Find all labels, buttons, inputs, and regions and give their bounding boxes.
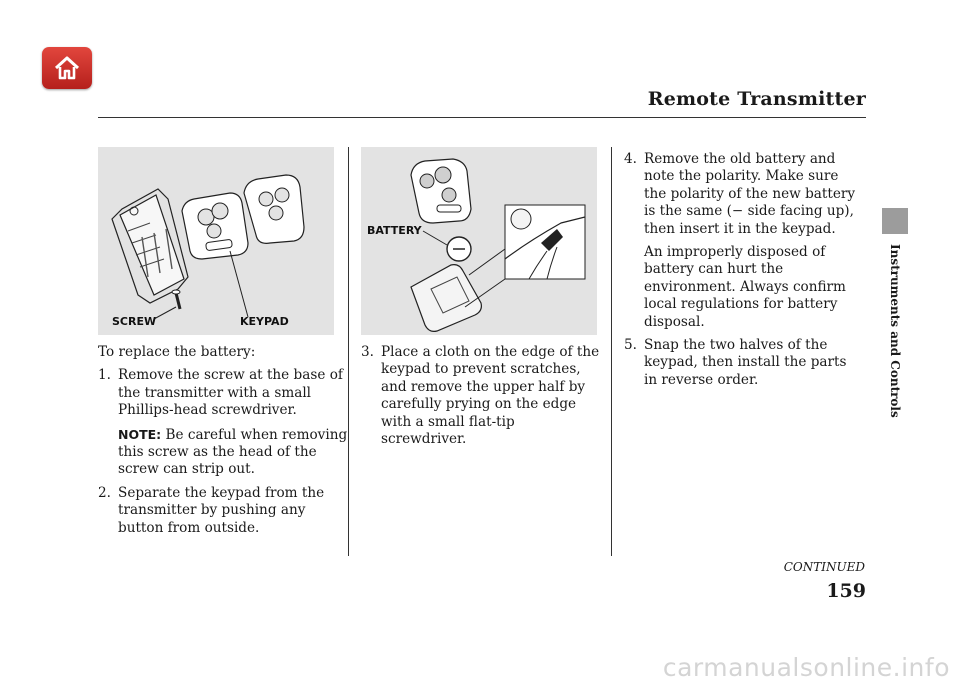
step-3	[361, 344, 601, 448]
disposal-warning: An improperly disposed of battery can hurt the environment. Always confirm local regulations for battery disposal.	[644, 244, 846, 330]
note-label: NOTE:	[118, 426, 162, 442]
page-title: Remote Transmitter	[647, 88, 866, 110]
step-2	[98, 485, 348, 537]
keypad-bottom-half-illustration	[411, 265, 481, 332]
step-1	[98, 367, 348, 478]
title-divider	[98, 117, 866, 118]
step-number: 4.	[624, 151, 637, 167]
transmitter-case-illustration	[112, 189, 188, 303]
step-5	[624, 337, 862, 389]
keypad-top-half-illustration	[411, 159, 471, 223]
step-text: Remove the old battery and note the polarity. Make sure the polarity of the new battery is the same (− side facing up), then insert it in the keypad.	[644, 151, 856, 237]
home-icon	[53, 55, 81, 81]
column-2	[361, 344, 601, 454]
screw-illustration	[172, 290, 180, 309]
step-text: Separate the keypad from the transmitter by pushing any button from outside.	[118, 484, 325, 536]
continued-label: CONTINUED	[783, 560, 865, 574]
battery-callout: BATTERY	[367, 224, 422, 237]
page-number: 159	[826, 580, 866, 602]
intro-text: To replace the battery:	[98, 344, 256, 360]
screw-callout: SCREW	[112, 315, 157, 328]
step-4	[624, 151, 862, 331]
battery-illustration	[447, 237, 471, 261]
note-paragraph	[118, 426, 348, 479]
step-text: Snap the two halves of the keypad, then install the parts in reverse order.	[644, 337, 847, 388]
keypad-illustration	[182, 193, 248, 259]
note-text: Be careful when removing this screw as the head of the screw can strip out.	[118, 426, 348, 478]
column-divider	[348, 147, 349, 556]
watermark: carmanualsonline.info	[662, 653, 950, 682]
step-number: 1.	[98, 367, 111, 384]
figure-transmitter-disassembly	[98, 147, 334, 335]
column-3	[624, 151, 862, 395]
detail-inset	[505, 205, 585, 279]
chapter-tab[interactable]	[878, 244, 902, 464]
keypad-callout: KEYPAD	[240, 315, 289, 328]
transmitter-front-illustration	[244, 175, 304, 243]
step-text: Place a cloth on the edge of the keypad to prevent scratches, and remove the upper half by carefully prying on the edge with a small flat-tip screwdriver.	[381, 344, 600, 448]
column-divider	[611, 147, 612, 556]
column-1	[98, 344, 348, 543]
step-number: 2.	[98, 484, 111, 501]
chapter-tab-label: Instruments and Controls	[888, 244, 902, 418]
step-number: 5.	[624, 337, 637, 354]
figure-battery-replacement	[361, 147, 597, 335]
home-button[interactable]	[42, 47, 92, 89]
chapter-tab-marker	[882, 208, 908, 234]
step-text: Remove the screw at the base of the transmitter with a small Phillips-head screwdriver.	[118, 367, 343, 419]
step-number: 3.	[361, 344, 374, 360]
